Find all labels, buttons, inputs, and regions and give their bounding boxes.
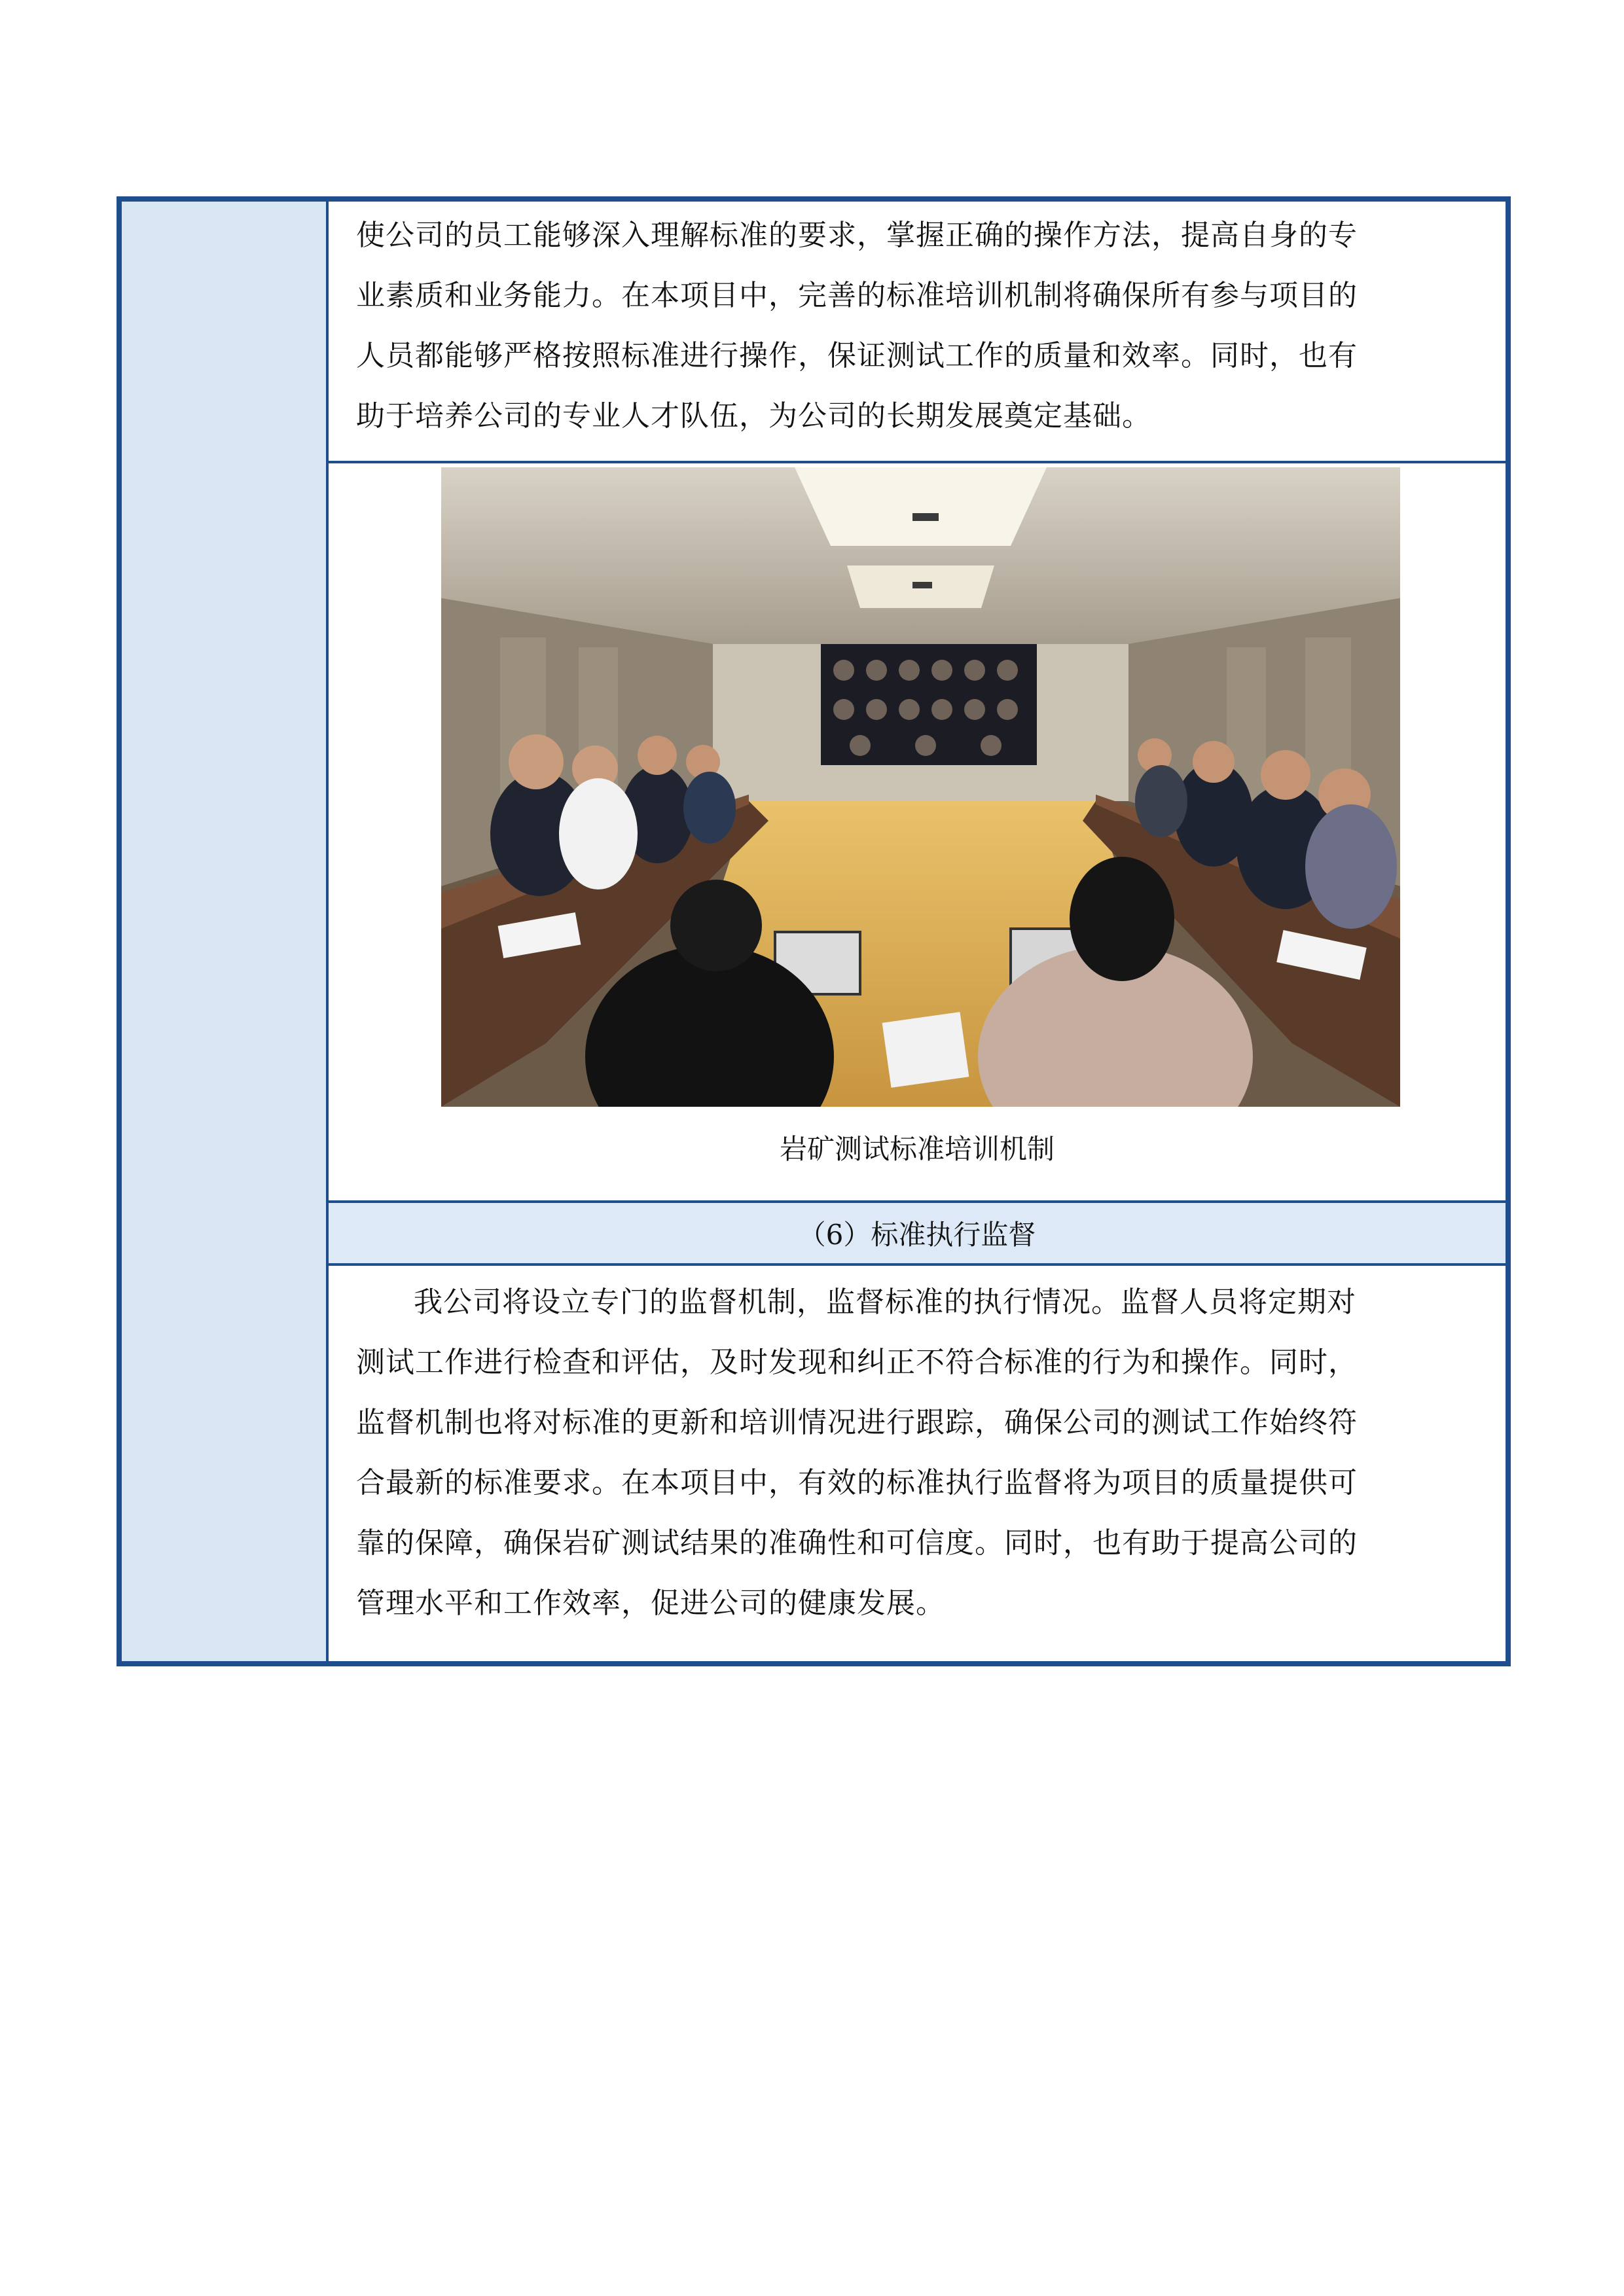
top-paragraph-line-2: 业素质和业务能力。在本项目中，完善的标准培训机制将确保所有参与项目的 (356, 279, 1358, 312)
body-paragraph-line-3: 监督机制也将对标准的更新和培训情况进行跟踪，确保公司的测试工作始终符 (356, 1406, 1358, 1439)
top-paragraph-line-1: 使公司的员工能够深入理解标准的要求，掌握正确的操作方法，提高自身的专 (356, 219, 1358, 252)
body-paragraph-line-4: 合最新的标准要求。在本项目中，有效的标准执行监督将为项目的质量提供可 (356, 1466, 1358, 1499)
section-heading: （6）标准执行监督 (798, 1219, 1036, 1251)
body-paragraph-line-1: 我公司将设立专门的监督机制，监督标准的执行情况。监督人员将定期对 (414, 1285, 1356, 1319)
top-paragraph-line-4: 助于培养公司的专业人才队伍，为公司的长期发展奠定基础。 (356, 399, 1151, 433)
photo-caption: 岩矿测试标准培训机制 (779, 1133, 1055, 1165)
top-text-cell (329, 202, 1506, 463)
body-paragraph-line-5: 靠的保障，确保岩矿测试结果的准确性和可信度。同时，也有助于提高公司的 (356, 1526, 1358, 1560)
body-text-cell (329, 1266, 1506, 1661)
photo-cell (329, 463, 1506, 1203)
left-label-column (122, 202, 329, 1661)
content-table (117, 196, 1511, 1666)
top-paragraph-line-3: 人员都能够严格按照标准进行操作，保证测试工作的质量和效率。同时，也有 (356, 339, 1358, 372)
section-heading-cell (329, 1203, 1506, 1266)
right-content-column (329, 202, 1506, 1661)
body-paragraph-line-6: 管理水平和工作效率，促进公司的健康发展。 (356, 1587, 945, 1620)
body-paragraph-line-2: 测试工作进行检查和评估，及时发现和纠正不符合标准的行为和操作。同时， (356, 1346, 1358, 1379)
meeting-room-photo (441, 467, 1400, 1107)
